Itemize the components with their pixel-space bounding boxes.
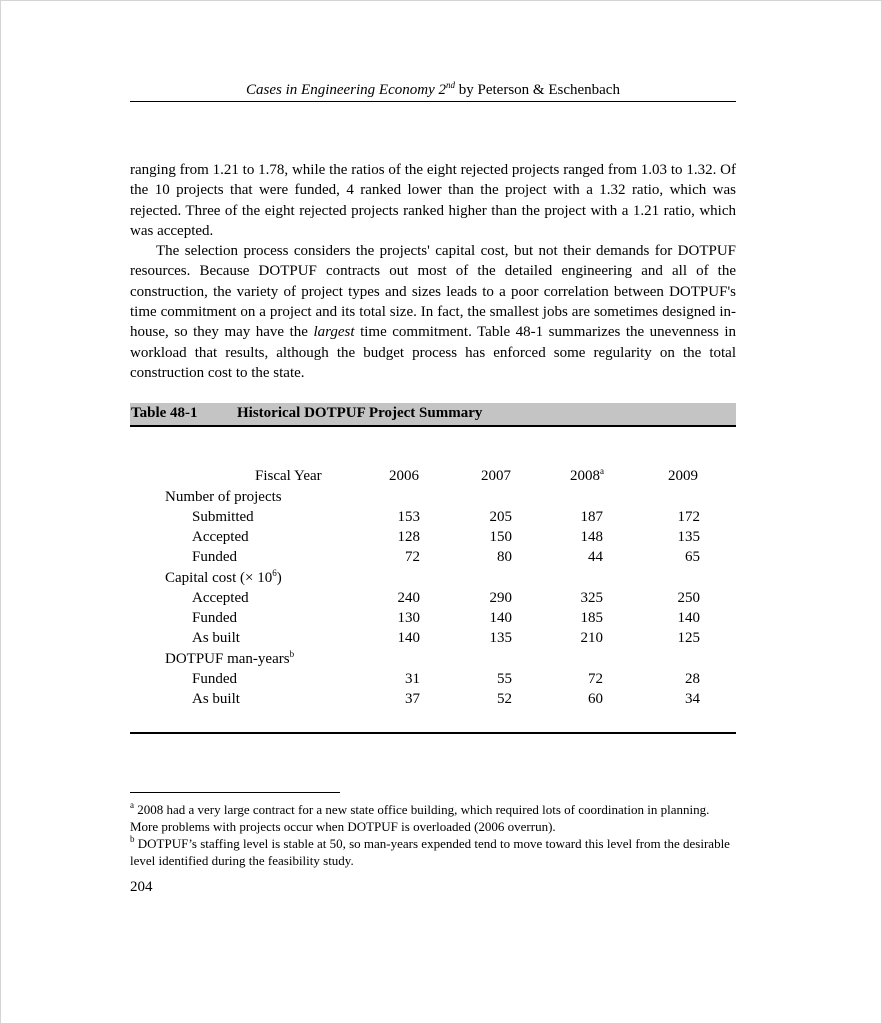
year-cell: 2009 xyxy=(668,468,698,484)
table-row: Submitted 153 205 187 172 xyxy=(192,509,700,525)
header-authors: by Peterson & Eschenbach xyxy=(455,82,620,98)
table-row: As built 140 135 210 125 xyxy=(192,630,700,646)
table-caption: Historical DOTPUF Project Summary xyxy=(237,405,483,421)
table-row: Funded 130 140 185 140 xyxy=(192,610,700,626)
table-caption-bar xyxy=(130,403,736,427)
group-number-of-projects: Number of projects xyxy=(165,489,282,505)
group-heading-row xyxy=(130,651,736,671)
group-man-years: DOTPUF man-years$^b$ xyxy=(165,649,295,667)
page-number: 204 xyxy=(130,879,153,895)
paragraph-2: The selection process considers the projects' capital cost, but not their demands for DOTPUF resources. Because DOTPUF contracts out most of the detailed engineering and all of the construction, the variety of project types and sizes leads to a poor correlation between DOTPUF's time commitment on a project and its total size. In fact, the smallest jobs are sometimes designed in-house, so they may have the largest time commitment. Table 48-1 summarizes the unevenness in workload that results, although the budget process has enforced some regularity on the total construction cost to the state. xyxy=(130,243,737,381)
group-capital-cost: Capital cost (× $10^6$) xyxy=(165,568,282,586)
year-cell: 2006 xyxy=(389,468,419,484)
table-header-row xyxy=(130,468,736,488)
table-number: Table 48-1 xyxy=(131,405,198,421)
table-bottom-rule xyxy=(130,732,736,734)
table-row: Accepted 240 290 325 250 xyxy=(192,590,700,606)
table-row: Accepted 128 150 148 135 xyxy=(192,529,700,545)
header-rule xyxy=(130,101,736,102)
footnote-rule xyxy=(130,792,340,793)
table-row: As built 37 52 60 34 xyxy=(192,691,700,707)
footnote-a: $^a$ 2008 had a very large contract for a new state office building, which required lots of coordination in planning. More problems with projects occur when DOTPUF is overloaded (2006 overrun). xyxy=(130,800,710,834)
table-row: Funded 31 55 72 28 xyxy=(192,671,700,687)
footnote-b: $^b$ DOTPUF’s staffing level is stable at 50, so man-years expended tend to move toward this level from the desirable level identified during the feasibility study. xyxy=(130,834,730,868)
body-text xyxy=(130,160,736,383)
header-title: Cases in Engineering Economy 2nd xyxy=(246,80,455,98)
paragraph-1: ranging from 1.21 to 1.78, while the ratios of the eight rejected projects ranged from 1.03 to 1.32. Of the 10 projects that were funded, 4 ranked lower than the project with a 1.32 ratio, which was rejected. Three of the eight rejected projects ranked higher than the project with a 1.21 ratio, which was accepted. xyxy=(130,162,736,239)
group-heading-row xyxy=(130,570,736,590)
year-cell: 2007 xyxy=(481,468,511,484)
table-row: Funded 72 80 44 65 xyxy=(192,549,700,565)
fiscal-year-label: Fiscal Year xyxy=(255,468,322,484)
emphasis-largest: largest xyxy=(313,324,355,341)
year-cell: 2008$^a$ xyxy=(570,466,604,484)
running-header xyxy=(130,82,736,99)
group-heading-row xyxy=(130,489,736,509)
